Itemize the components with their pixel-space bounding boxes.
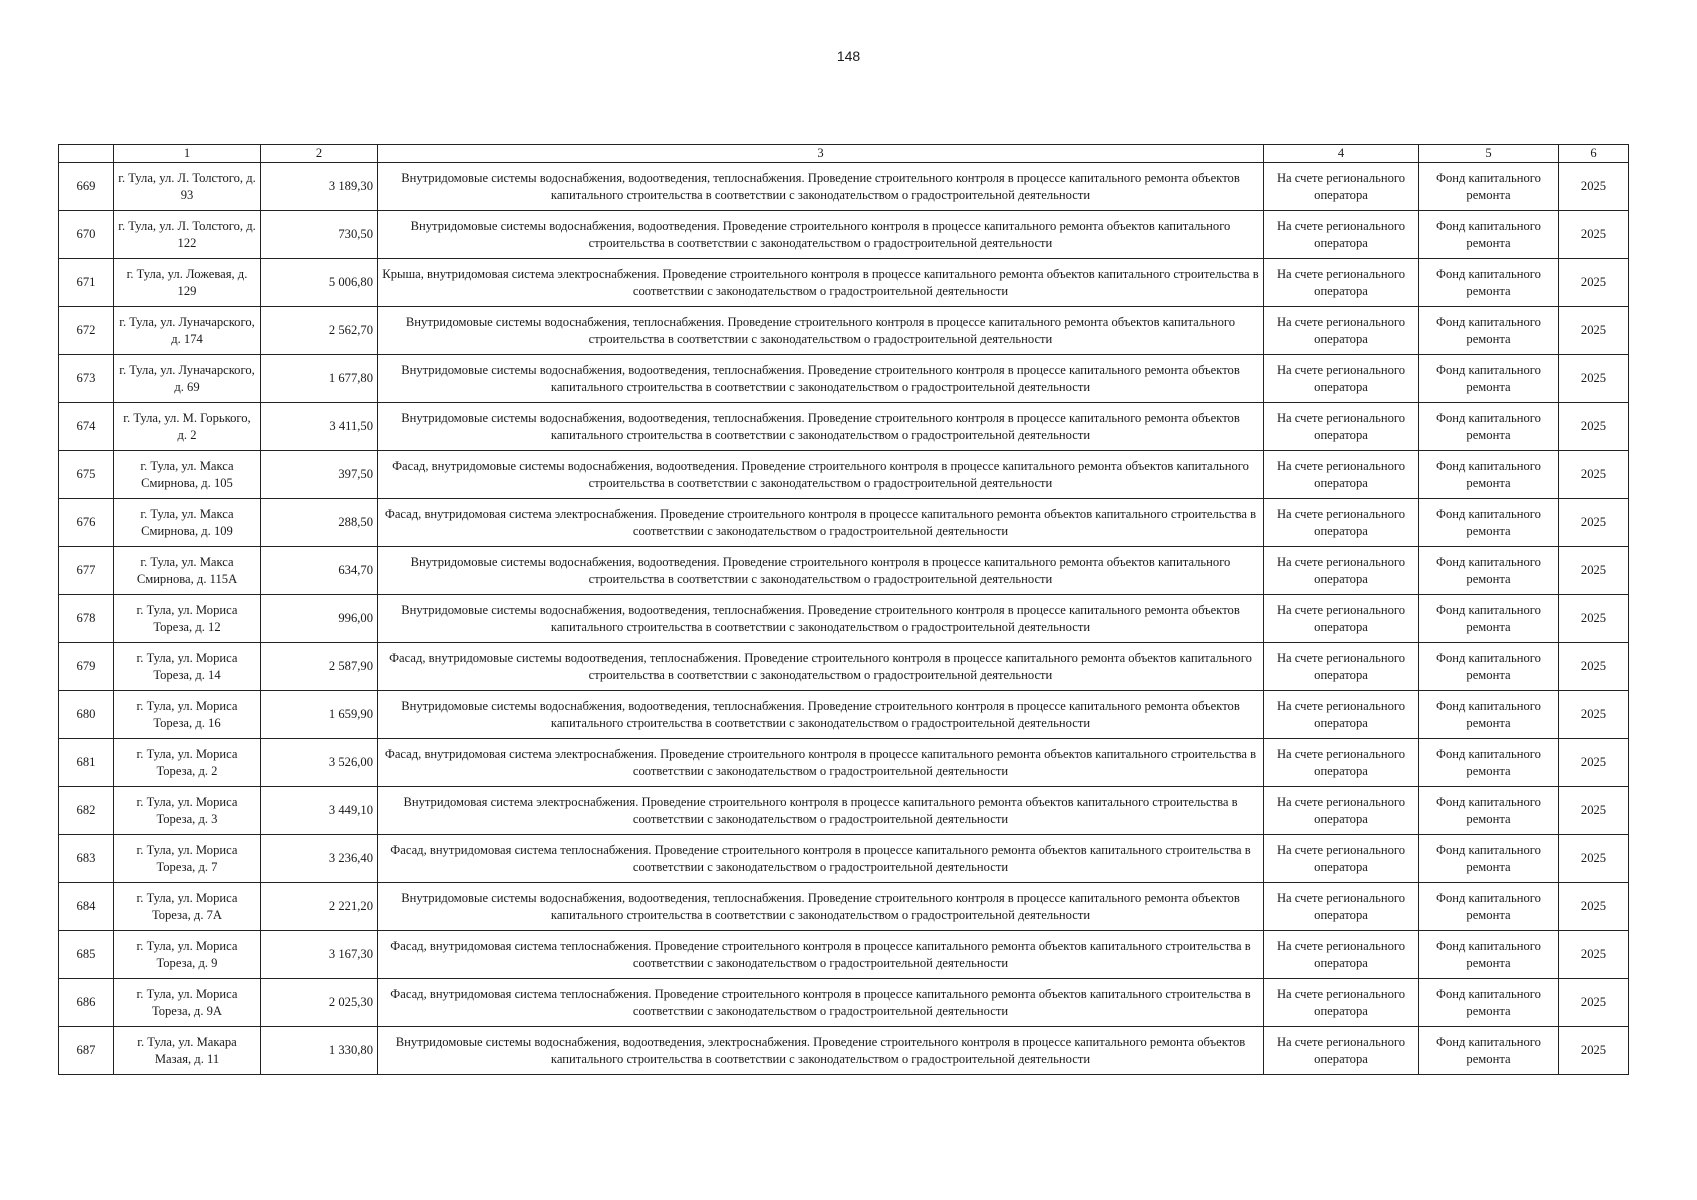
funding-source-cell: Фонд капитального ремонта	[1419, 499, 1559, 547]
year-cell: 2025	[1559, 163, 1629, 211]
table-row	[59, 643, 1629, 691]
funding-source-cell: Фонд капитального ремонта	[1419, 691, 1559, 739]
area-cell: 1 677,80	[261, 355, 378, 403]
funding-source-cell: Фонд капитального ремонта	[1419, 787, 1559, 835]
address-cell: г. Тула, ул. Мориса Тореза, д. 2	[114, 739, 261, 787]
row-number-cell: 680	[59, 691, 114, 739]
area-cell: 634,70	[261, 547, 378, 595]
works-description-cell: Внутридомовые системы водоснабжения, водоотведения, теплоснабжения. Проведение строительного контроля в процессе капитального ремонта объектов капитального строительства в соответствии с законодательством о градостроительной деятельности	[378, 691, 1264, 739]
works-description-cell: Внутридомовые системы водоснабжения, водоотведения, электроснабжения. Проведение строительного контроля в процессе капитального ремонта объектов капитального строительства в соответствии с законодательством о градостроительной деятельности	[378, 1027, 1264, 1075]
table-row	[59, 883, 1629, 931]
row-number-cell: 670	[59, 211, 114, 259]
fund-account-cell: На счете регионального оператора	[1264, 1027, 1419, 1075]
funding-source-cell: Фонд капитального ремонта	[1419, 883, 1559, 931]
table-row	[59, 403, 1629, 451]
address-cell: г. Тула, ул. Луначарского, д. 174	[114, 307, 261, 355]
area-cell: 3 189,30	[261, 163, 378, 211]
address-cell: г. Тула, ул. Луначарского, д. 69	[114, 355, 261, 403]
fund-account-cell: На счете регионального оператора	[1264, 979, 1419, 1027]
fund-account-cell: На счете регионального оператора	[1264, 451, 1419, 499]
year-cell: 2025	[1559, 595, 1629, 643]
year-cell: 2025	[1559, 787, 1629, 835]
table-row	[59, 1027, 1629, 1075]
works-description-cell: Внутридомовые системы водоснабжения, водоотведения, теплоснабжения. Проведение строительного контроля в процессе капитального ремонта объектов капитального строительства в соответствии с законодательством о градостроительной деятельности	[378, 355, 1264, 403]
funding-source-cell: Фонд капитального ремонта	[1419, 211, 1559, 259]
year-cell: 2025	[1559, 403, 1629, 451]
works-description-cell: Фасад, внутридомовые системы водоотведения, теплоснабжения. Проведение строительного контроля в процессе капитального ремонта объектов капитального строительства в соответствии с законодательством о градостроительной деятельности	[378, 643, 1264, 691]
fund-account-cell: На счете регионального оператора	[1264, 403, 1419, 451]
year-cell: 2025	[1559, 883, 1629, 931]
funding-source-cell: Фонд капитального ремонта	[1419, 739, 1559, 787]
funding-source-cell: Фонд капитального ремонта	[1419, 595, 1559, 643]
fund-account-cell: На счете регионального оператора	[1264, 643, 1419, 691]
header-cell: 1	[114, 145, 261, 163]
address-cell: г. Тула, ул. Мориса Тореза, д. 14	[114, 643, 261, 691]
funding-source-cell: Фонд капитального ремонта	[1419, 547, 1559, 595]
fund-account-cell: На счете регионального оператора	[1264, 163, 1419, 211]
area-cell: 1 659,90	[261, 691, 378, 739]
table-row	[59, 259, 1629, 307]
table-row	[59, 835, 1629, 883]
fund-account-cell: На счете регионального оператора	[1264, 547, 1419, 595]
fund-account-cell: На счете регионального оператора	[1264, 835, 1419, 883]
fund-account-cell: На счете регионального оператора	[1264, 259, 1419, 307]
row-number-cell: 671	[59, 259, 114, 307]
row-number-cell: 669	[59, 163, 114, 211]
year-cell: 2025	[1559, 1027, 1629, 1075]
funding-source-cell: Фонд капитального ремонта	[1419, 643, 1559, 691]
header-cell: 2	[261, 145, 378, 163]
address-cell: г. Тула, ул. Макса Смирнова, д. 109	[114, 499, 261, 547]
table-row	[59, 691, 1629, 739]
works-description-cell: Фасад, внутридомовая система теплоснабжения. Проведение строительного контроля в процессе капитального ремонта объектов капитального строительства в соответствии с законодательством о градостроительной деятельности	[378, 979, 1264, 1027]
table-row	[59, 499, 1629, 547]
works-description-cell: Внутридомовые системы водоснабжения, теплоснабжения. Проведение строительного контроля в процессе капитального ремонта объектов капитального строительства в соответствии с законодательством о градостроительной деятельности	[378, 307, 1264, 355]
area-cell: 3 449,10	[261, 787, 378, 835]
row-number-cell: 677	[59, 547, 114, 595]
table-row	[59, 595, 1629, 643]
table-row	[59, 307, 1629, 355]
year-cell: 2025	[1559, 499, 1629, 547]
works-description-cell: Внутридомовые системы водоснабжения, водоотведения, теплоснабжения. Проведение строительного контроля в процессе капитального ремонта объектов капитального строительства в соответствии с законодательством о градостроительной деятельности	[378, 403, 1264, 451]
funding-source-cell: Фонд капитального ремонта	[1419, 259, 1559, 307]
area-cell: 2 025,30	[261, 979, 378, 1027]
funding-source-cell: Фонд капитального ремонта	[1419, 931, 1559, 979]
fund-account-cell: На счете регионального оператора	[1264, 499, 1419, 547]
area-cell: 3 526,00	[261, 739, 378, 787]
address-cell: г. Тула, ул. Мориса Тореза, д. 3	[114, 787, 261, 835]
area-cell: 1 330,80	[261, 1027, 378, 1075]
address-cell: г. Тула, ул. Макара Мазая, д. 11	[114, 1027, 261, 1075]
row-number-cell: 673	[59, 355, 114, 403]
table-row	[59, 355, 1629, 403]
works-description-cell: Внутридомовые системы водоснабжения, водоотведения. Проведение строительного контроля в процессе капитального ремонта объектов капитального строительства в соответствии с законодательством о градостроительной деятельности	[378, 211, 1264, 259]
address-cell: г. Тула, ул. Макса Смирнова, д. 115А	[114, 547, 261, 595]
header-cell: 5	[1419, 145, 1559, 163]
area-cell: 3 411,50	[261, 403, 378, 451]
table-row	[59, 547, 1629, 595]
area-cell: 397,50	[261, 451, 378, 499]
table-row	[59, 931, 1629, 979]
works-description-cell: Фасад, внутридомовые системы водоснабжения, водоотведения. Проведение строительного контроля в процессе капитального ремонта объектов капитального строительства в соответствии с законодательством о градостроительной деятельности	[378, 451, 1264, 499]
fund-account-cell: На счете регионального оператора	[1264, 355, 1419, 403]
year-cell: 2025	[1559, 643, 1629, 691]
address-cell: г. Тула, ул. Ложевая, д. 129	[114, 259, 261, 307]
works-description-cell: Фасад, внутридомовая система теплоснабжения. Проведение строительного контроля в процессе капитального ремонта объектов капитального строительства в соответствии с законодательством о градостроительной деятельности	[378, 931, 1264, 979]
row-number-cell: 676	[59, 499, 114, 547]
works-description-cell: Внутридомовые системы водоснабжения, водоотведения, теплоснабжения. Проведение строительного контроля в процессе капитального ремонта объектов капитального строительства в соответствии с законодательством о градостроительной деятельности	[378, 595, 1264, 643]
row-number-cell: 675	[59, 451, 114, 499]
address-cell: г. Тула, ул. Мориса Тореза, д. 9	[114, 931, 261, 979]
row-number-cell: 682	[59, 787, 114, 835]
year-cell: 2025	[1559, 835, 1629, 883]
address-cell: г. Тула, ул. Л. Толстого, д. 93	[114, 163, 261, 211]
funding-source-cell: Фонд капитального ремонта	[1419, 835, 1559, 883]
area-cell: 2 562,70	[261, 307, 378, 355]
table-header-row	[59, 145, 1629, 163]
area-cell: 2 587,90	[261, 643, 378, 691]
year-cell: 2025	[1559, 691, 1629, 739]
fund-account-cell: На счете регионального оператора	[1264, 931, 1419, 979]
repair-program-table	[58, 144, 1629, 1075]
row-number-cell: 679	[59, 643, 114, 691]
funding-source-cell: Фонд капитального ремонта	[1419, 163, 1559, 211]
year-cell: 2025	[1559, 547, 1629, 595]
address-cell: г. Тула, ул. Мориса Тореза, д. 16	[114, 691, 261, 739]
address-cell: г. Тула, ул. Мориса Тореза, д. 9А	[114, 979, 261, 1027]
table-row	[59, 739, 1629, 787]
works-description-cell: Фасад, внутридомовая система электроснабжения. Проведение строительного контроля в процессе капитального ремонта объектов капитального строительства в соответствии с законодательством о градостроительной деятельности	[378, 739, 1264, 787]
table-row	[59, 451, 1629, 499]
address-cell: г. Тула, ул. М. Горького, д. 2	[114, 403, 261, 451]
address-cell: г. Тула, ул. Мориса Тореза, д. 7	[114, 835, 261, 883]
header-cell: 4	[1264, 145, 1419, 163]
table-row	[59, 787, 1629, 835]
row-number-cell: 672	[59, 307, 114, 355]
funding-source-cell: Фонд капитального ремонта	[1419, 1027, 1559, 1075]
works-description-cell: Внутридомовые системы водоснабжения, водоотведения, теплоснабжения. Проведение строительного контроля в процессе капитального ремонта объектов капитального строительства в соответствии с законодательством о градостроительной деятельности	[378, 883, 1264, 931]
works-description-cell: Внутридомовые системы водоснабжения, водоотведения, теплоснабжения. Проведение строительного контроля в процессе капитального ремонта объектов капитального строительства в соответствии с законодательством о градостроительной деятельности	[378, 163, 1264, 211]
year-cell: 2025	[1559, 259, 1629, 307]
row-number-cell: 684	[59, 883, 114, 931]
area-cell: 2 221,20	[261, 883, 378, 931]
fund-account-cell: На счете регионального оператора	[1264, 595, 1419, 643]
fund-account-cell: На счете регионального оператора	[1264, 691, 1419, 739]
row-number-cell: 686	[59, 979, 114, 1027]
address-cell: г. Тула, ул. Мориса Тореза, д. 12	[114, 595, 261, 643]
works-description-cell: Внутридомовая система электроснабжения. Проведение строительного контроля в процессе капитального ремонта объектов капитального строительства в соответствии с законодательством о градостроительной деятельности	[378, 787, 1264, 835]
works-description-cell: Фасад, внутридомовая система электроснабжения. Проведение строительного контроля в процессе капитального ремонта объектов капитального строительства в соответствии с законодательством о градостроительной деятельности	[378, 499, 1264, 547]
area-cell: 5 006,80	[261, 259, 378, 307]
funding-source-cell: Фонд капитального ремонта	[1419, 307, 1559, 355]
year-cell: 2025	[1559, 355, 1629, 403]
row-number-cell: 685	[59, 931, 114, 979]
year-cell: 2025	[1559, 451, 1629, 499]
header-cell: 3	[378, 145, 1264, 163]
row-number-cell: 683	[59, 835, 114, 883]
area-cell: 730,50	[261, 211, 378, 259]
fund-account-cell: На счете регионального оператора	[1264, 307, 1419, 355]
area-cell: 3 167,30	[261, 931, 378, 979]
works-description-cell: Крыша, внутридомовая система электроснабжения. Проведение строительного контроля в процессе капитального ремонта объектов капитального строительства в соответствии с законодательством о градостроительной деятельности	[378, 259, 1264, 307]
address-cell: г. Тула, ул. Макса Смирнова, д. 105	[114, 451, 261, 499]
fund-account-cell: На счете регионального оператора	[1264, 883, 1419, 931]
address-cell: г. Тула, ул. Мориса Тореза, д. 7А	[114, 883, 261, 931]
year-cell: 2025	[1559, 307, 1629, 355]
year-cell: 2025	[1559, 211, 1629, 259]
header-cell: 6	[1559, 145, 1629, 163]
table-row	[59, 979, 1629, 1027]
funding-source-cell: Фонд капитального ремонта	[1419, 979, 1559, 1027]
address-cell: г. Тула, ул. Л. Толстого, д. 122	[114, 211, 261, 259]
row-number-cell: 674	[59, 403, 114, 451]
fund-account-cell: На счете регионального оператора	[1264, 787, 1419, 835]
works-description-cell: Внутридомовые системы водоснабжения, водоотведения. Проведение строительного контроля в процессе капитального ремонта объектов капитального строительства в соответствии с законодательством о градостроительной деятельности	[378, 547, 1264, 595]
area-cell: 3 236,40	[261, 835, 378, 883]
funding-source-cell: Фонд капитального ремонта	[1419, 451, 1559, 499]
table-row	[59, 211, 1629, 259]
funding-source-cell: Фонд капитального ремонта	[1419, 355, 1559, 403]
year-cell: 2025	[1559, 931, 1629, 979]
header-cell	[59, 145, 114, 163]
table-row	[59, 163, 1629, 211]
funding-source-cell: Фонд капитального ремонта	[1419, 403, 1559, 451]
area-cell: 288,50	[261, 499, 378, 547]
works-description-cell: Фасад, внутридомовая система теплоснабжения. Проведение строительного контроля в процессе капитального ремонта объектов капитального строительства в соответствии с законодательством о градостроительной деятельности	[378, 835, 1264, 883]
row-number-cell: 681	[59, 739, 114, 787]
row-number-cell: 678	[59, 595, 114, 643]
area-cell: 996,00	[261, 595, 378, 643]
page-number: 148	[836, 48, 861, 64]
row-number-cell: 687	[59, 1027, 114, 1075]
year-cell: 2025	[1559, 739, 1629, 787]
year-cell: 2025	[1559, 979, 1629, 1027]
fund-account-cell: На счете регионального оператора	[1264, 211, 1419, 259]
fund-account-cell: На счете регионального оператора	[1264, 739, 1419, 787]
